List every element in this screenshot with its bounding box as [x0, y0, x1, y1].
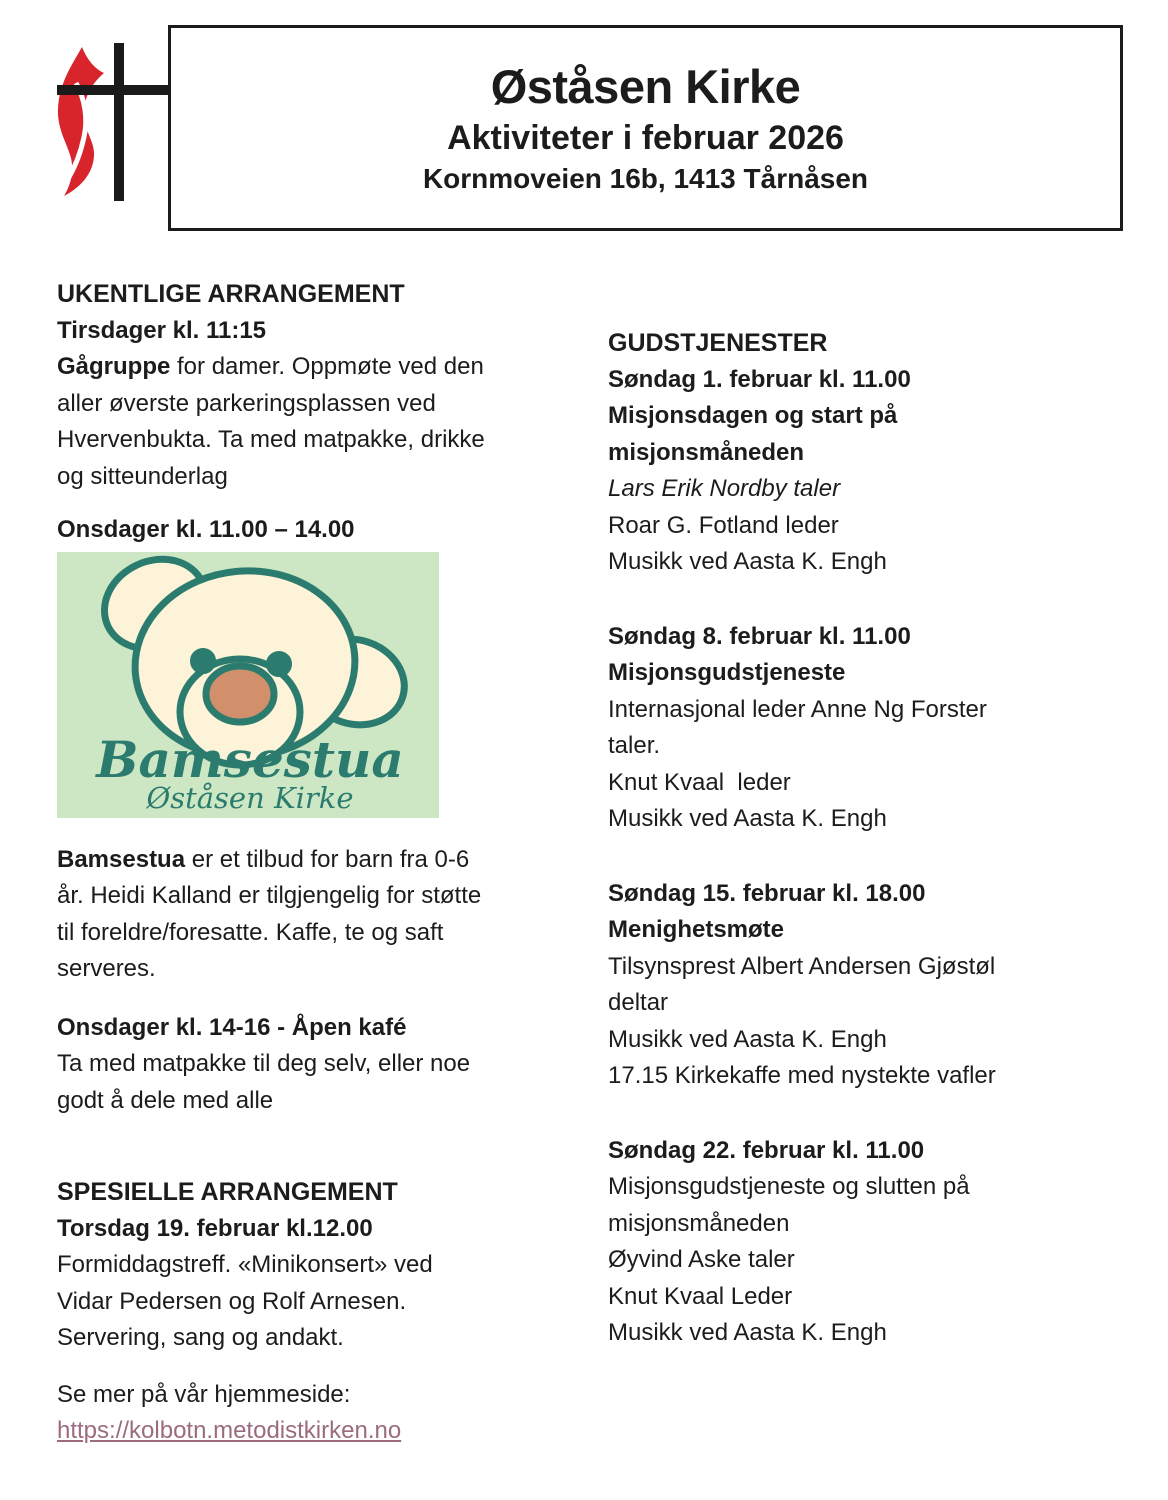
website-link-line — [57, 1413, 549, 1450]
service-title-line: Misjonsdagen og start på — [608, 402, 898, 429]
service-participant-line: Tilsynsprest Albert Andersen Gjøstøl — [608, 952, 996, 980]
service-date: Søndag 22. februar kl. 11.00 — [608, 1136, 925, 1164]
church-address: Kornmoveien 16b, 1413 Tårnåsen — [422, 163, 869, 195]
service-leader: Knut Kvaal Leder — [608, 1282, 793, 1310]
walking-group-lead: Gågruppe — [57, 353, 171, 380]
service-feb-22 — [608, 1133, 1083, 1352]
bamsestua-logo-subtitle: Øståsen Kirke — [146, 780, 354, 815]
service-title-line: misjonsmåneden — [608, 438, 805, 466]
open-cafe-line: godt å dele med alle — [57, 1086, 274, 1114]
bamsestua-info-line: serveres. — [57, 955, 156, 982]
bamsestua-info-line — [57, 842, 549, 879]
service-title-line: Misjonsgudstjeneste — [608, 659, 846, 686]
flame-icon — [58, 47, 104, 196]
cross-horizontal-bar — [57, 85, 168, 95]
service-music: Musikk ved Aasta K. Engh — [608, 1025, 887, 1053]
open-cafe-heading: Onsdager kl. 14-16 - Åpen kafé — [57, 1013, 407, 1041]
open-cafe-line: Ta med matpakke til deg selv, eller noe — [57, 1050, 471, 1077]
walking-group-line: og sitteunderlag — [57, 462, 228, 490]
service-title-line: Misjonsgudstjeneste og slutten på — [608, 1173, 970, 1200]
bamsestua-rest: er et tilbud for barn fra 0-6 — [185, 845, 470, 873]
special-events-heading: SPESIELLE ARRANGEMENT — [57, 1178, 398, 1206]
bamsestua-lead: Bamsestua — [57, 845, 186, 873]
service-title-line: misjonsmåneden — [608, 1209, 790, 1237]
special-event-line: Servering, sang og andakt. — [57, 1324, 344, 1351]
page-subtitle: Aktiviteter i februar 2026 — [447, 118, 844, 157]
service-feb-15 — [608, 876, 1083, 1095]
bamsestua-logo-title: Bamsestua — [96, 729, 404, 789]
service-date: Søndag 15. februar kl. 18.00 — [608, 879, 926, 907]
right-column — [608, 325, 1083, 1352]
bamsestua-info-line: til foreldre/foresatte. Kaffe, te og saft — [57, 918, 444, 946]
service-music: Musikk ved Aasta K. Engh — [608, 805, 887, 832]
service-coffee-note: 17.15 Kirkekaffe med nystekte vafler — [608, 1062, 996, 1089]
services-heading: GUDSTJENESTER — [608, 329, 828, 357]
special-event-date-heading: Torsdag 19. februar kl.12.00 — [57, 1214, 373, 1242]
service-feb-8 — [608, 619, 1083, 838]
header-box — [168, 25, 1123, 231]
service-feb-1 — [608, 362, 1083, 581]
service-title-line: Menighetsmøte — [608, 916, 785, 943]
service-music: Musikk ved Aasta K. Engh — [608, 1319, 887, 1346]
website-link[interactable]: https://kolbotn.metodistkirken.no — [57, 1417, 402, 1444]
walking-group-rest: for damer. Oppmøte ved den — [170, 353, 484, 380]
walking-group-line: aller øverste parkeringsplassen ved — [57, 389, 436, 417]
tuesday-time-heading: Tirsdager kl. 11:15 — [57, 316, 267, 344]
service-leader: Roar G. Fotland leder — [608, 511, 839, 539]
wednesday-time-heading: Onsdager kl. 11.00 – 14.00 — [57, 516, 355, 543]
website-label: Se mer på vår hjemmeside: — [57, 1380, 351, 1408]
bamsestua-info-line: år. Heidi Kalland er tilgjengelig for støtte — [57, 882, 482, 909]
service-music: Musikk ved Aasta K. Engh — [608, 548, 887, 575]
bear-right-eye — [268, 653, 290, 675]
service-speaker: Lars Erik Nordby taler — [608, 475, 841, 502]
special-event-line: Vidar Pedersen og Rolf Arnesen. — [57, 1287, 407, 1315]
service-date: Søndag 8. februar kl. 11.00 — [608, 622, 911, 650]
bear-nose — [206, 666, 274, 722]
walking-group-line — [57, 349, 549, 386]
cross-and-flame-logo — [55, 25, 170, 215]
service-leader: Knut Kvaal leder — [608, 768, 791, 796]
service-speaker-line: Internasjonal leder Anne Ng Forster — [608, 695, 987, 723]
service-speaker-line: taler. — [608, 732, 661, 759]
page-title: Øståsen Kirke — [490, 60, 801, 114]
service-participant-line: deltar — [608, 989, 669, 1016]
bear-left-eye — [192, 650, 214, 672]
special-event-line: Formiddagstreff. «Minikonsert» ved — [57, 1251, 433, 1278]
weekly-events-heading: UKENTLIGE ARRANGEMENT — [57, 280, 405, 308]
service-date: Søndag 1. februar kl. 11.00 — [608, 365, 911, 393]
service-speaker: Øyvind Aske taler — [608, 1246, 795, 1273]
cross-vertical-bar — [114, 43, 124, 201]
walking-group-line: Hvervenbukta. Ta med matpakke, drikke — [57, 426, 485, 453]
left-column — [57, 276, 549, 1450]
bamsestua-logo — [57, 552, 439, 818]
